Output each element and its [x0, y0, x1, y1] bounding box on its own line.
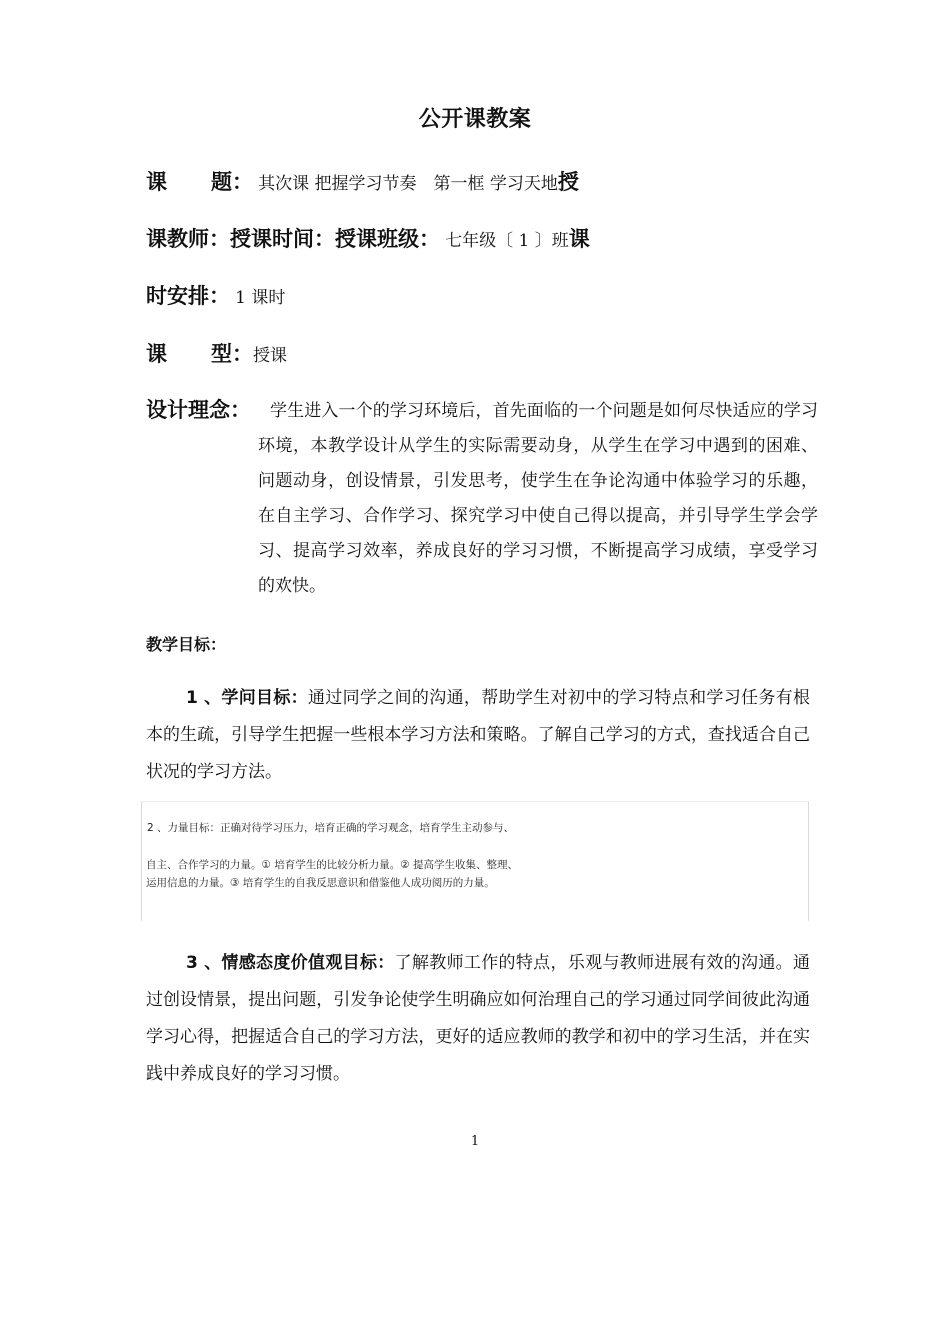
type-value: 授课 [253, 346, 287, 366]
goals-heading: 教学目标： [146, 635, 227, 654]
goal-3-text: 了解教师工作的特点，乐观与教师进展有效的沟通。通过创设情景，提出问题，引发争论使学生明确应如何治理自己的学习通过同学间彼此沟通学习心得，把握适合自己的学习方法，更好的适应教师的教学和初中的学习生活，并在实践中养成良好的学习习惯。 [146, 953, 811, 1084]
document-title: 公开课教案 [418, 107, 532, 132]
type-label-a: 课 [146, 342, 167, 366]
goal-2-line-3: 运用信息的力量。③ 培育学生的自我反思意识和借鉴他人成功阅历的力量。 [146, 877, 495, 889]
goal-1-text: 通过同学之间的沟通，帮助学生对初中的学习特点和学习任务有根本的生疏，引导学生把握一些根本学习方法和策略。了解自己学习的方式，查找适合自己状况的学习方法。 [146, 688, 810, 782]
topic-label-a: 课 [146, 170, 167, 194]
goal-3-label: 3 、情感态度价值观目标： [186, 953, 395, 973]
type-row [146, 338, 287, 368]
schedule-row [146, 280, 285, 310]
design-paragraph: 学生进入一个的学习环境后，首先面临的一个问题是如何尽快适应的学习环境，本教学设计从学生的实际需要动身，从学生在学习中遇到的困难、问题动身，创设情景，引发思考，使学生在争论沟通中体验学习的乐趣，在自主学习、合作学习、探究学习中使自己得以提高，并引导学生学会学习、提高学习效率，养成良好的学习习惯，不断提高学习成绩，享受学习的欢快。 [258, 401, 818, 596]
page-number: 1 [470, 1134, 480, 1149]
topic-tail: 授 [557, 170, 579, 194]
topic-value: 其次课 把握学习节奏 第一框 学习天地 [258, 174, 558, 194]
teacher-row [146, 223, 590, 253]
schedule-label: 时安排： [146, 284, 230, 308]
teacher-label: 课教师：授课时间：授课班级： [146, 227, 440, 251]
teacher-value: 七年级〔 1 〕班 [445, 231, 569, 251]
topic-label-b: 题： [211, 170, 253, 194]
topic-row [146, 166, 579, 196]
schedule-value: 1 课时 [235, 288, 286, 308]
type-label-b: 型： [211, 342, 253, 366]
design-label: 设计理念： [146, 398, 251, 422]
goal-2-line-2: 自主、合作学习的力量。① 培育学生的比较分析力量。② 提高学生收集、整理、 [146, 859, 518, 871]
design-text [258, 394, 818, 604]
teacher-tail: 课 [568, 227, 590, 251]
goal-2-image [141, 801, 809, 921]
goal-3 [146, 945, 810, 1093]
goal-2-line-1: 2 、力量目标：正确对待学习压力，培育正确的学习观念，培育学生主动参与、 [147, 822, 515, 834]
goal-1 [146, 680, 810, 791]
goal-1-label: 1 、学问目标： [186, 688, 308, 708]
